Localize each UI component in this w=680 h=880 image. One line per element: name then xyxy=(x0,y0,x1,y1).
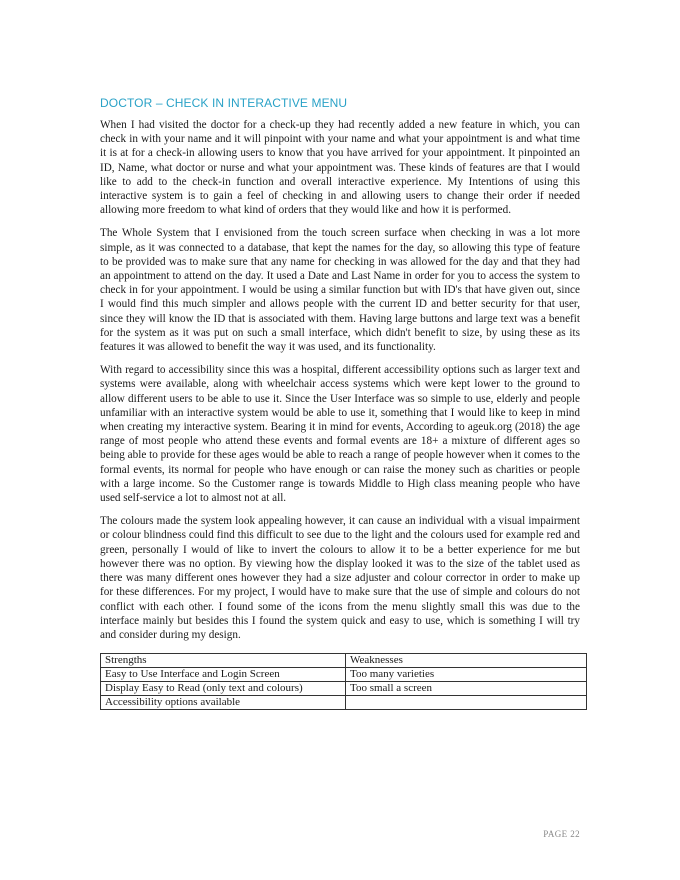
table-cell: Accessibility options available xyxy=(101,696,346,710)
paragraph-2: The Whole System that I envisioned from the touch screen surface when checking in was a lot more simple, as it was connected to a database, that kept the names for the day, so allowing this type of feature to be provided was to make sure that any name for checking in was allowed for the day and that they had an appointment to attend on the day. It used a Date and Last Name in order for you to access the system to check in for your appointment. I would be using a similar function but with ID's that have given out, since I would find this much simpler and allows people with the current ID and better security for that user, since they will know the ID that is associated with them. Having large buttons and large text was a benefit for the system as it was put on such a small interface, which didn't benefit to size, by using these as its features it was allowed to benefit the way it was used, and its functionality. xyxy=(100,227,580,354)
table-row xyxy=(101,668,587,682)
strengths-weaknesses-table xyxy=(100,653,587,710)
document-body xyxy=(100,96,580,710)
table-row xyxy=(101,682,587,696)
table-cell: Display Easy to Read (only text and colours) xyxy=(101,682,346,696)
section-heading: DOCTOR – CHECK IN INTERACTIVE MENU xyxy=(100,96,348,110)
table-cell: Too small a screen xyxy=(346,682,587,696)
paragraph-3: With regard to accessibility since this was a hospital, different accessibility options such as larger text and systems were available, along with wheelchair access systems which were kept lower to the ground to allow different users to be able to use it. Since the User Interface was so simple to use, elderly and people unfamiliar with an interactive system would be able to use it, something that I would like to keep in mind when creating my interactive system. Bearing it in mind for events, According to ageuk.org (2018) the age range of most people who attend these events and formal events are 18+ a mixture of different ages so being able to provide for these ages would be able to reach a range of people however when it comes to the formal events, its normal for people who have enough or can raise the money such as charities or people with a large income. So the Customer range is towards Middle to High class meaning people who have used self-service a lot to almost not at all. xyxy=(100,364,580,505)
table-header-weaknesses: Weaknesses xyxy=(346,654,587,668)
table-cell xyxy=(346,696,587,710)
table-header-strengths: Strengths xyxy=(101,654,346,668)
page-number: PAGE 22 xyxy=(543,829,580,839)
table-row xyxy=(101,696,587,710)
table-header-row xyxy=(101,654,587,668)
paragraph-1: When I had visited the doctor for a check-up they had recently added a new feature in which, you can check in with your name and it will pinpoint with your name and what your appointment is and what time it is at for a check-in allowing users to know that you have arrived for your appointment. It pinpointed an ID, Name, what doctor or nurse and what your appointment was. These kinds of features are that I would like to add to the check-in function and overall interactive experience. My Intentions of using this interactive system is to gain a feel of checking in and allowing users to change their order if needed allowing more freedom to what kind of orders that they would like and how it is performed. xyxy=(100,119,580,217)
table-cell: Too many varieties xyxy=(346,668,587,682)
table-cell: Easy to Use Interface and Login Screen xyxy=(101,668,346,682)
paragraph-4: The colours made the system look appealing however, it can cause an individual with a visual impairment or colour blindness could find this difficult to see due to the light and the colours used for example red and green, personally I would of like to invert the colours to allow it to be a better experience for me but however there was no option. By viewing how the display looked it was to the size of the tablet used as there was many different ones however they had a size adjuster and colour corrector in order to make up for these differences. For my project, I would have to make sure that the use of simple and colours do not conflict with each other. I found some of the icons from the menu slightly small this was due to the interface mainly but besides this I found the system quick and easy to use, which is something I will try and consider during my design. xyxy=(100,515,580,641)
